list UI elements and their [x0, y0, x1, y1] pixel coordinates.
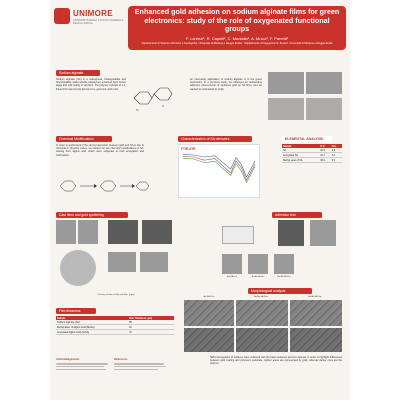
references-block: [114, 358, 168, 370]
photo-adhesion-2: [310, 220, 336, 246]
photo-petri-dish: [60, 250, 96, 286]
elemental-table: [282, 144, 342, 163]
university-logo: [54, 8, 132, 30]
photo-caption: Casting solutions (left) and films (right): [97, 294, 135, 296]
sem-image: [184, 328, 234, 352]
section-header-adhesion: Adhesion test: [272, 212, 322, 218]
poster: [50, 0, 350, 400]
photo-adhesion-1: [278, 220, 304, 246]
photo-au-mesa: [274, 254, 294, 274]
conclusion-paragraph: SEM micrographs of surfaces were collected with the back-scattered electron detector in order to highlight differences between gold coating and polymeric substrate. Lighter areas are represented by gold, whereas darker ones are the polymer.: [210, 356, 342, 366]
text-line: [56, 369, 106, 370]
table-cell: Methyl ester of SA: [282, 158, 319, 163]
authors: F. Lorenzi¹, R. Capelli², C. Montallo², A. Mucci¹, F. Parenti¹: [185, 36, 289, 41]
text-line: [114, 366, 166, 367]
photo-film-b: [140, 252, 168, 272]
section-header-cast-films: Cast films and gold sputtering: [56, 212, 128, 218]
svg-text:G: G: [162, 104, 165, 108]
text-line: [114, 363, 164, 364]
chem-mod-paragraph: In order to understand if the strong interaction between gold and SA is due to chemical or physical nature, we carried out two chemical modifications of SA, starting from alginic acid, which were subjected to both acetylation and methylation.: [56, 144, 144, 157]
alginate-structure-figure: [130, 80, 176, 114]
elemental-header: % H: [331, 144, 342, 148]
table-cell: 32.6: [319, 148, 330, 153]
ftir-series-mesa: [183, 158, 255, 182]
sem-image: [290, 300, 342, 326]
photo-cast-1: [56, 220, 76, 244]
sem-label: Au/AcSA Film: [308, 296, 322, 298]
section-header-film-thickness: Film thickness: [56, 308, 96, 314]
ftir-chart: [178, 144, 260, 198]
section-header-elemental: ELEMENTAL ANALYSIS: [282, 136, 332, 142]
adhesion-figures: [182, 220, 344, 282]
table-row: [56, 330, 174, 335]
text-line: [114, 369, 158, 370]
section-header-chemical-modifications: Chemical Modifications: [56, 136, 112, 142]
adhesion-label: Au/SA film: [226, 276, 238, 278]
section-header-characterization: Characterization of SA derivates: [178, 136, 252, 142]
elemental-header: Sample: [282, 144, 319, 148]
text-line: [56, 366, 104, 367]
reaction-scheme: [56, 172, 152, 206]
table-cell: 55: [128, 320, 174, 325]
logo-name: UNIMORE: [73, 9, 113, 18]
text-line: [56, 363, 108, 364]
table-cell: 41.7: [319, 153, 330, 158]
acknowledgements-block: [56, 358, 110, 370]
university-emblem-icon: [54, 8, 70, 24]
affiliations: ¹Dipartimento di Scienze Chimiche e Geologiche, Università di Modena e Reggio Emilia · ²Dipartimento di Ingegneria 'E. Ferrari', Università di Modena e Reggio Emilia: [141, 42, 333, 45]
photo-film-1: [268, 72, 304, 94]
photo-film-a: [108, 252, 136, 272]
table-cell: 61: [128, 325, 174, 330]
table-row: [282, 158, 342, 163]
section-header-morphology: Morphological analysis: [248, 288, 312, 294]
photo-au-sa: [222, 254, 242, 274]
photo-sputter-1: [108, 220, 138, 244]
table-cell: 5.6: [331, 158, 342, 163]
elemental-header: % C: [319, 144, 330, 148]
section-header-sodium-alginate: Sodium alginate: [56, 70, 100, 76]
photo-film-2: [306, 72, 342, 94]
thickness-header: Film Thickness (μm): [128, 316, 174, 320]
logo-subtitle: UNIVERSITÀ DEGLI STUDI DI MODENA E REGGIO EMILIA: [73, 19, 124, 25]
references-title: References: [114, 358, 128, 361]
sem-image: [184, 300, 234, 326]
intro-photos: [268, 72, 342, 130]
photo-au-acsa: [248, 254, 268, 274]
intro-paragraph-2: An interesting application of sodium alginate is in the green electronics. In a previous study, we observed an outstanding adhesion phenomenon of sputtered gold on SA films, and we wanted to understand its origin.: [190, 78, 262, 91]
ftir-series-sa: [183, 154, 255, 177]
sem-image: [236, 328, 288, 352]
intro-paragraph: Sodium alginate (SA) is a widespread, biodegradable and biocompatible water-soluble biopolymer extracted from brown algae and sold mainly in salt form. The polymer consists of 1,4-linked β-D-mannuronic acid and α-L-guluronic acid units.: [56, 78, 126, 91]
photo-film-3: [268, 98, 304, 120]
table-cell: 4.9: [331, 148, 342, 153]
svg-text:M: M: [136, 108, 139, 112]
adhesion-label: Au/AcSA film: [251, 276, 265, 278]
table-cell: Sodium Alginate (SA): [56, 320, 128, 325]
table-cell: 36.9: [319, 158, 330, 163]
table-cell: SA: [282, 148, 319, 153]
table-cell: 70: [128, 330, 174, 335]
table-cell: Methyl Ester of Alginic Acid (MeSA): [56, 325, 128, 330]
table-cell: Acetylated Alginic Acid (AcSA): [56, 330, 128, 335]
thickness-table: [56, 316, 174, 335]
table-cell: Acetylated SA: [282, 153, 319, 158]
ftir-plot: [179, 145, 259, 197]
poster-title: Enhanced gold adhesion on sodium alginate films for green electronics: study of the role of oxygenated functional groups: [134, 7, 340, 34]
photo-film-4: [306, 98, 342, 120]
adhesion-label: Au/MeSA film: [277, 276, 291, 278]
photo-sputter-2: [142, 220, 172, 244]
cast-films-figures: [56, 220, 176, 304]
sem-image: [290, 328, 342, 352]
ftir-title: FTIR-ATR: [181, 147, 196, 151]
sem-image: [236, 300, 288, 326]
tape-diagram: [222, 226, 254, 244]
acknowledgements-title: Acknowledgements: [56, 358, 80, 361]
sem-label: Au/MeSA Film: [254, 296, 268, 298]
photo-cast-2: [78, 220, 98, 244]
table-cell: 5.2: [331, 153, 342, 158]
sem-label: Au/SA Film: [203, 296, 215, 298]
thickness-header: Sample: [56, 316, 128, 320]
